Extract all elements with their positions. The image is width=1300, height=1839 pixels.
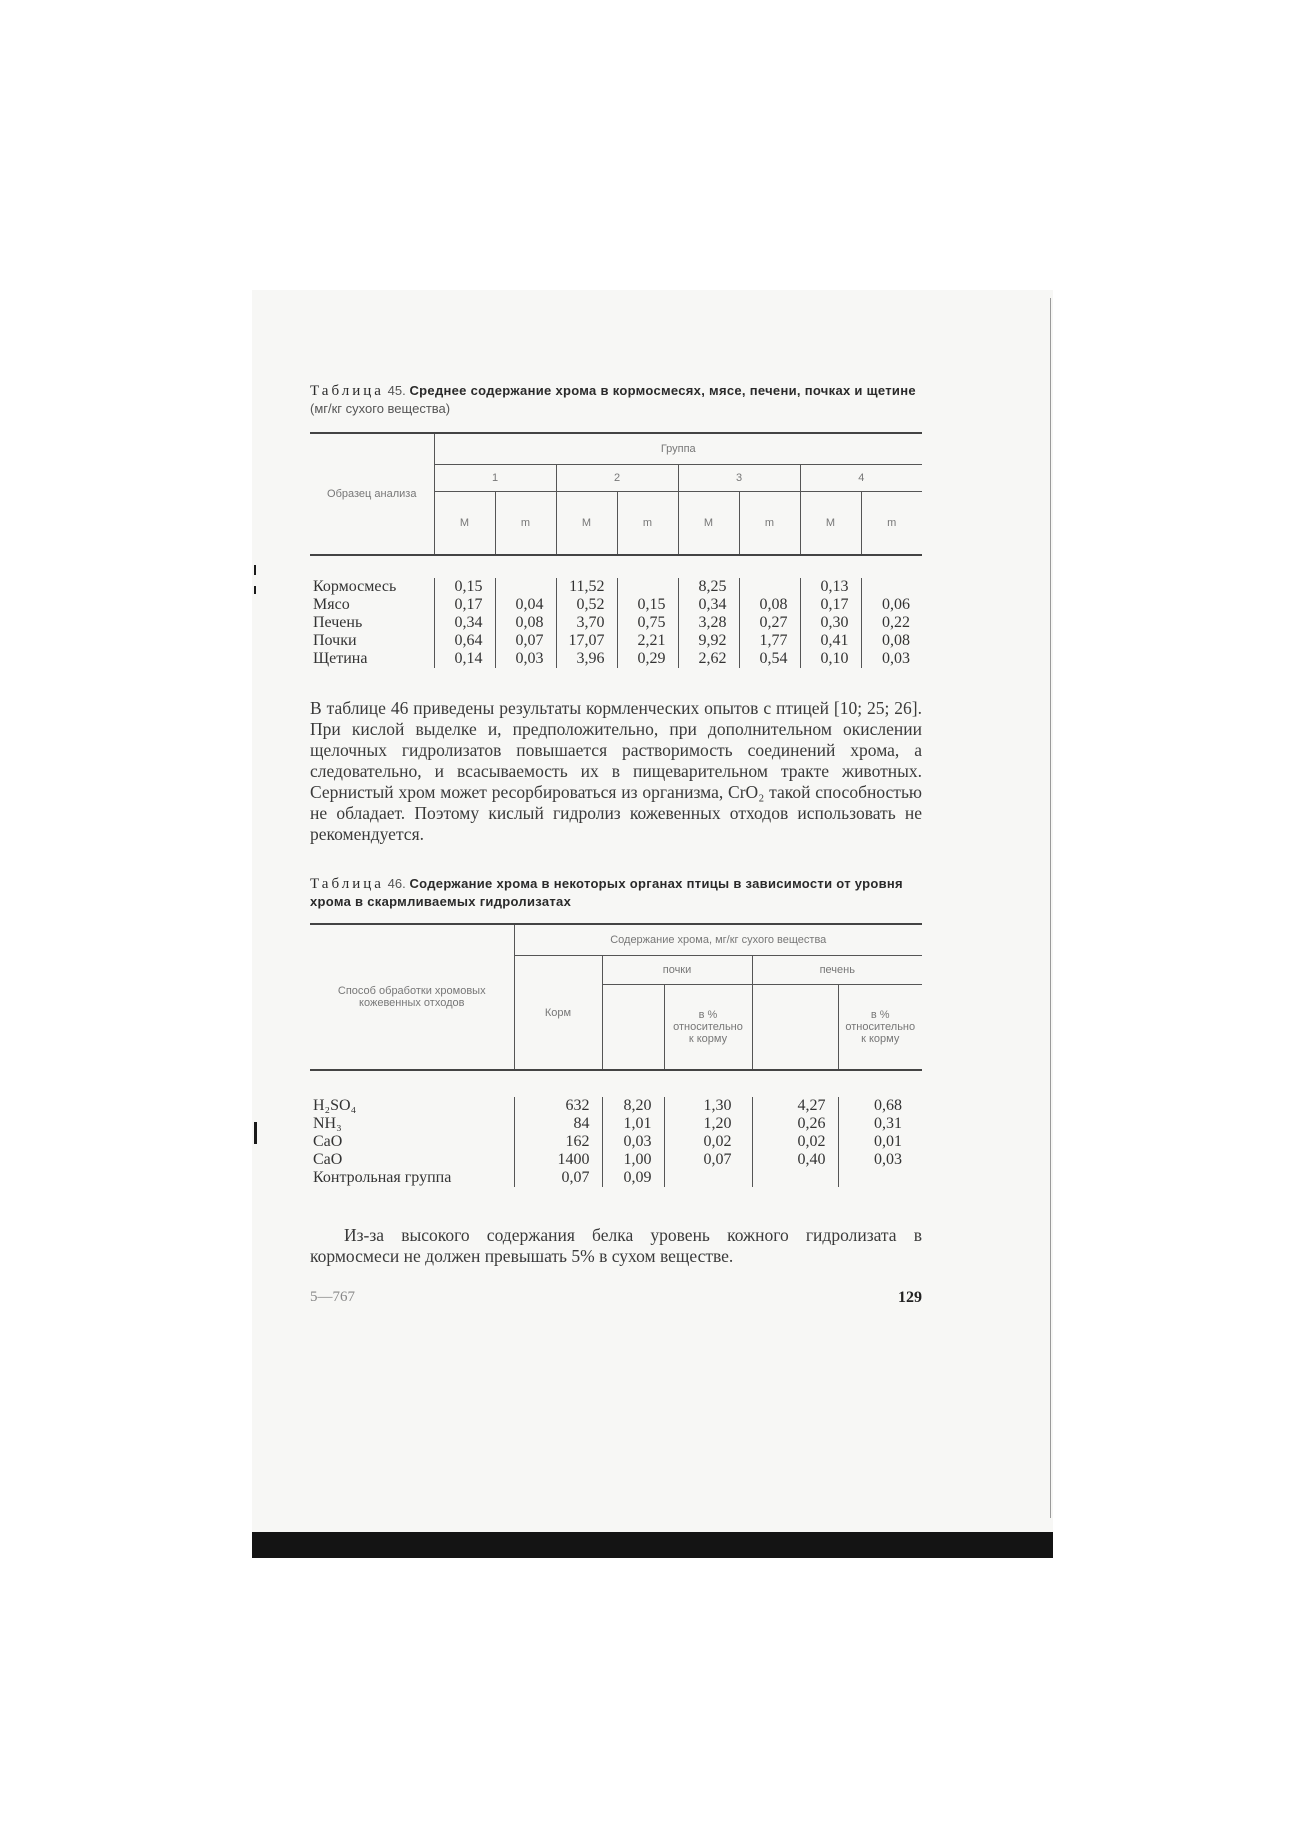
row-label: CaO: [313, 1151, 343, 1168]
row-label: Мясо: [313, 596, 350, 613]
page-number: 129: [898, 1289, 922, 1306]
cell: 0,14: [434, 650, 495, 668]
cell: 0,34: [678, 596, 739, 614]
cell: [664, 1169, 752, 1187]
row-label: Щетина: [313, 650, 368, 667]
table46-row-header: Способ обработки хромовых кожевенных отходов: [337, 985, 486, 1009]
table45-group-header: Группа: [660, 443, 696, 455]
cell: 0,15: [434, 578, 495, 596]
table45-title: Среднее содержание хрома в кормосмесях, мясе, печени, почках и щетине: [409, 383, 916, 398]
table-row: [310, 614, 922, 632]
cell: 17,07: [556, 632, 617, 650]
table46-title: Содержание хрома в некоторых органах птицы в зависимости от уровня хрома в скармливаемых гидролизатах: [310, 876, 903, 909]
cell: 0,31: [838, 1115, 922, 1133]
cell: 0,03: [495, 650, 556, 668]
cell: 0,08: [495, 614, 556, 632]
cell: 2,62: [678, 650, 739, 668]
row-label: Кормосмесь: [313, 578, 397, 595]
cell: 11,52: [556, 578, 617, 596]
cell: [861, 578, 922, 596]
table46-liver-pct-header: в % относительно к корму: [845, 1009, 916, 1045]
table46-feed-header: Корм: [544, 1006, 572, 1019]
cell: 0,41: [800, 632, 861, 650]
cell: 0,08: [739, 596, 800, 614]
cell: 84: [514, 1115, 602, 1133]
cell: 0,07: [495, 632, 556, 650]
row-label: Печень: [313, 614, 363, 631]
table45-sub-m: m: [764, 517, 775, 529]
scanned-page: [252, 290, 1053, 1558]
row-label: H₂SO₄: [313, 1097, 357, 1114]
table46: [310, 923, 922, 1195]
cell: 1,20: [664, 1115, 752, 1133]
table45-sub-M: M: [703, 517, 714, 529]
table45-group-1: 1: [491, 472, 499, 484]
cell: 3,96: [556, 650, 617, 668]
table-row: [310, 1115, 922, 1133]
table46-caption: [310, 875, 930, 911]
cell: 1,01: [602, 1115, 664, 1133]
body-paragraph-1: В таблице 46 приведены результаты кормленческих опытов с птицей [10; 25; 26]. При кислой выделке и, предположительно, при дополнительном окислении щелочных гидролизатов повышается растворимость соединений хрома, а следовательно, и всасываемость их в пищеварительном тракте животных. Сернистый хром может ресорбироваться из организма, CrO₂ такой способностью не обладает. Поэтому кислый гидролиз кожевенных отходов использовать не рекомендуется.: [310, 698, 922, 844]
cell: 3,70: [556, 614, 617, 632]
table-row: [310, 596, 922, 614]
cell: 0,30: [800, 614, 861, 632]
cell: 0,29: [617, 650, 678, 668]
table45-caption: [310, 382, 930, 418]
cell: 0,15: [617, 596, 678, 614]
table-row: [310, 1169, 922, 1187]
row-label: Почки: [313, 632, 357, 649]
cell: 1,30: [664, 1097, 752, 1115]
table45-sub-M: M: [459, 517, 470, 529]
table45: [310, 432, 922, 676]
table45-label: Таблица: [310, 383, 384, 399]
cell: 8,20: [602, 1097, 664, 1115]
cell: 632: [514, 1097, 602, 1115]
cell: [495, 578, 556, 596]
table46-liver-header: печень: [819, 964, 855, 976]
body-paragraph-2: Из-за высокого содержания белка уровень кожного гидролизата в кормосмеси не должен превышать 5% в сухом веществе.: [310, 1225, 922, 1266]
cell: 3,28: [678, 614, 739, 632]
table46-kidney-pct-header: в % относительно к корму: [673, 1009, 743, 1045]
cell: 0,17: [800, 596, 861, 614]
cell: [739, 578, 800, 596]
margin-mark: [254, 565, 256, 575]
table45-sub-m: m: [520, 517, 531, 529]
cell: 162: [514, 1133, 602, 1151]
cell: 1400: [514, 1151, 602, 1169]
table45-number: 45.: [387, 383, 406, 398]
table45-sub-M: M: [825, 517, 836, 529]
cell: 0,52: [556, 596, 617, 614]
cell: 0,03: [838, 1151, 922, 1169]
scan-bottom-shadow: [252, 1532, 1053, 1558]
row-label: NH₃: [313, 1115, 342, 1132]
table45-unit: (мг/кг сухого вещества): [310, 401, 451, 416]
table45-sub-m: m: [642, 517, 653, 529]
cell: 0,27: [739, 614, 800, 632]
cell: 0,10: [800, 650, 861, 668]
table46-content-header: Содержание хрома, мг/кг сухого вещества: [610, 934, 827, 946]
table45-row-header: Образец анализа: [327, 488, 417, 500]
page-edge-line: [1050, 298, 1051, 1518]
table46-number: 46.: [387, 876, 406, 891]
cell: 0,03: [602, 1133, 664, 1151]
table45-group-4: 4: [858, 472, 865, 484]
cell: 0,75: [617, 614, 678, 632]
cell: 0,06: [861, 596, 922, 614]
table-row: [310, 650, 922, 668]
table-row: [310, 1097, 922, 1115]
page-content: [310, 382, 930, 1313]
row-label: Контрольная группа: [313, 1169, 452, 1186]
cell: 0,54: [739, 650, 800, 668]
cell: 0,22: [861, 614, 922, 632]
cell: 0,08: [861, 632, 922, 650]
cell: 0,13: [800, 578, 861, 596]
cell: 0,04: [495, 596, 556, 614]
cell: 0,17: [434, 596, 495, 614]
cell: 0,26: [752, 1115, 838, 1133]
table46-label: Таблица: [310, 876, 384, 892]
cell: 0,03: [861, 650, 922, 668]
cell: 0,07: [664, 1151, 752, 1169]
page-footer: [310, 1289, 922, 1313]
table-row: [310, 1151, 922, 1169]
cell: 0,02: [752, 1133, 838, 1151]
margin-mark: [254, 586, 256, 594]
table-row: [310, 1133, 922, 1151]
table45-sub-m: m: [887, 517, 897, 529]
cell: [838, 1169, 922, 1187]
table45-group-3: 3: [735, 472, 743, 484]
cell: 0,09: [602, 1169, 664, 1187]
table46-kidney-header: почки: [662, 964, 692, 976]
margin-mark: [254, 1122, 257, 1144]
cell: 8,25: [678, 578, 739, 596]
row-label: CaO: [313, 1133, 343, 1150]
cell: 0,01: [838, 1133, 922, 1151]
table-row: [310, 632, 922, 650]
cell: 1,77: [739, 632, 800, 650]
cell: 4,27: [752, 1097, 838, 1115]
cell: [617, 578, 678, 596]
cell: 0,68: [838, 1097, 922, 1115]
cell: 1,00: [602, 1151, 664, 1169]
cell: 0,64: [434, 632, 495, 650]
cell: 0,40: [752, 1151, 838, 1169]
cell: 2,21: [617, 632, 678, 650]
table45-group-2: 2: [613, 472, 621, 484]
printer-signature: 5—767: [310, 1289, 355, 1305]
cell: 0,07: [514, 1169, 602, 1187]
table-row: [310, 578, 922, 596]
cell: 0,02: [664, 1133, 752, 1151]
cell: 0,34: [434, 614, 495, 632]
cell: [752, 1169, 838, 1187]
cell: 9,92: [678, 632, 739, 650]
table45-sub-M: M: [581, 517, 592, 529]
